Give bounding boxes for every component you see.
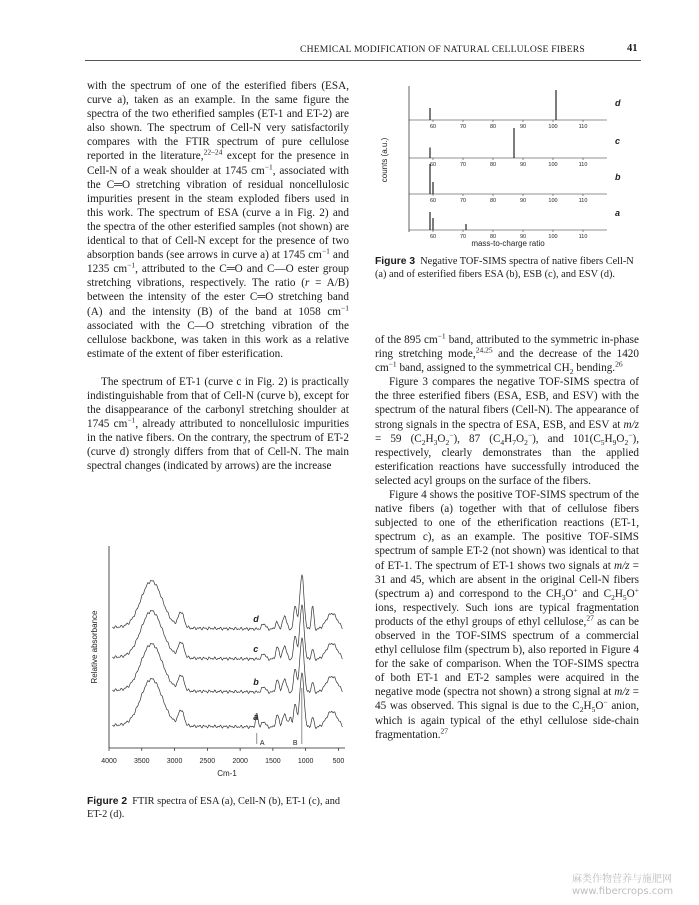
spectrum-curve-b [112,638,342,694]
x-tick-label: 2000 [232,758,248,765]
figure-2-axes [90,546,345,778]
x-tick-label: 3500 [133,758,150,765]
running-header-title: CHEMICAL MODIFICATION OF NATURAL CELLULOSE FIBERS [300,44,585,55]
x-tick-label: 1500 [265,758,281,765]
x-tick-label: 70 [459,198,467,204]
right-paragraph-3: Figure 4 shows the positive TOF-SIMS spectrum of the native fibers (a) together with that of cellulose fibers subjected to one of the etherification reactions (ET-1, spectrum c), as an example. The positive TOF-SIMS spectrum of sample ET-2 (not shown) was identical to that of ET-1. The spectrum of ET-1 shows two signals at m/z = 31 and 45, which are absent in the original Cell-N fibers (spectrum a) and correspond to the $CH_3O^+$ and $C_2H_5O^+$ ions, respectively. Such ions are typical fragmentation products of the ethyl groups of ethyl cellulose,$^{27}$ as can be observed in the TOF-SIMS spectrum of a commercial ethyl cellulose film (spectrum b), also reported in Figure 4 for the sake of comparison. When the TOF-SIMS spectra of both ET-1 and ET-2 samples were acquired in the negative mode (spectra not shown) a strong signal at m/z = 45 was observed. This signal is due to the $C_2H_5O^-$ anion, which is again typical of the ethyl cellulose side-chain fragmentation.$^{27}$ [375,489,639,741]
x-tick-label: 60 [429,198,437,204]
curve-label-d: d [253,614,259,624]
x-tick-label: 110 [578,234,588,240]
figure-3-caption-label: Figure 3 [375,256,416,267]
curve-label-a: a [253,712,259,722]
figure-3-axes [380,86,621,248]
x-tick-label: 70 [459,124,467,130]
watermark-line-1: 麻类作物营养与施肥网 [572,874,672,885]
figure-2-caption [87,795,349,821]
x-tick-label: 60 [429,162,437,168]
left-paragraph-1: with the spectrum of one of the esterified fibers (ESA, curve a), taken as an example. In the same figure the spectra of the two etherified samples (ET-1 and ET-2) are also shown. The spectrum of Cell-N very satisfactorily compares with the FTIR spectrum of pure cellulose reported in the literature,$^{22-24}$ except for the presence in Cell-N of a weak shoulder at 1745 $cm^{-1}$, associated with the C═O stretching vibration of residual noncellulosic impurities present in the steam exploded fibers used in this work. The spectrum of ESA (curve a in Fig. 2) and the spectra of the other esterified samples (not shown) are identical to that of Cell-N except for the presence of two absorption bands (see arrows in curve a) at 1745 $cm^{-1}$ and 1235 $cm^{-1}$, attributed to the C═O and C—O ester group stretching vibrations, respectively. The ratio (r = A/B) between the intensity of the ester C═O stretching band (A) and the intensity (B) of the band at 1058 $cm^{-1}$ associated with the C—O stretching vibration of the cellulose backbone, was taken in this work as a relative estimate of the extent of fiber esterification. [87,80,350,360]
x-tick-label: 500 [332,758,345,765]
figure-2-chart [87,538,349,788]
x-tick-label: 90 [519,198,527,204]
x-tick-label: 100 [548,198,558,204]
x-tick-label: 80 [489,198,497,204]
x-tick-label: 90 [519,234,527,240]
band-label-B: B [292,740,298,747]
figure-3-chart [375,80,641,250]
figure-3-caption [375,255,639,281]
spectrum-label-a: a [615,208,621,218]
right-paragraph-1: of the 895 $cm^{-1}$ band, attributed to the symmetric in-phase ring stretching mode,$^{24,25}$ and the decrease of the 1420 $cm^{-1}$ band, assigned to the symmetrical $CH_2$ bending.$^{26}$ [375,331,639,377]
x-tick-label: 80 [489,162,497,168]
x-axis-label: Cm-1 [217,769,237,778]
x-tick-label: 90 [519,124,527,130]
x-tick-label: 60 [429,124,437,130]
x-tick-label: 100 [548,234,558,240]
x-tick-label: 3000 [166,758,183,765]
band-label-A: A [259,740,265,747]
curve-label-c: c [253,644,259,654]
header-rule [85,60,641,61]
figure-2-curves [112,575,342,729]
x-tick-label: 110 [578,124,588,130]
y-axis-label: Relative absorbance [90,610,99,684]
x-tick-label: 90 [519,162,527,168]
figure-2-caption-text: FTIR spectra of ESA (a), Cell-N (b), ET-1 (c), and ET-2 (d). [87,796,341,820]
x-tick-label: 80 [489,234,497,240]
spectrum-label-d: d [615,98,621,108]
curve-label-b: b [253,677,259,687]
right-paragraph-2: Figure 3 compares the negative TOF-SIMS spectra of the three esterified fibers (ESA, ESB, and ESV) with the spectrum of the natural fibers (Cell-N). The appearance of strong signals in the spectra of ESA, ESB, and ESV at m/z = 59 $(C_2H_3O_2^-)$, 87 $(C_4H_7O_2^-)$, and $101(C_5H_9O_2^-)$, respectively, clearly demonstrates than the applied esterification reactions have successfully introduced the selected acyl groups on the surface of the fibers. [375,376,639,487]
x-tick-label: 110 [578,198,588,204]
x-axis-label: mass-to-charge ratio [471,239,545,248]
x-tick-label: 70 [459,234,467,240]
spectrum-label-c: c [615,136,621,146]
right-column [375,333,639,742]
x-tick-label: 70 [459,162,467,168]
x-tick-label: 2500 [199,758,216,765]
spectrum-label-b: b [615,172,621,182]
x-tick-label: 110 [578,162,588,168]
figure-2-caption-label: Figure 2 [87,796,128,807]
x-tick-label: 60 [429,234,437,240]
page-number: 41 [627,43,638,54]
spectrum-curve-d [112,575,342,631]
x-tick-label: 100 [548,124,558,130]
spectrum-curve-a [112,673,342,729]
x-tick-label: 1000 [297,758,314,765]
figure-3-caption-text: Negative TOF-SIMS spectra of native fibers Cell-N (a) and of esterified fibers ESA (b), ESB (c), and ESV (d). [375,256,634,280]
x-tick-label: 100 [548,162,558,168]
x-tick-label: 4000 [101,758,117,765]
y-axis-label: counts (a.u.) [380,137,389,183]
left-paragraph-2: The spectrum of ET-1 (curve c in Fig. 2) is practically indistinguishable from that of Cell-N (curve b), except for the disappearance of the carbonyl stretching shoulder at 1745 $cm^{-1}$, already attributed to noncellulosic impurities in the native fibers. On the contrary, the spectrum of ET-2 (curve d) strongly differs from that of Cell-N. The main spectral changes (indicated by arrows) are the increase [87,375,349,473]
watermark [572,874,673,898]
spectrum-curve-c [112,605,342,661]
left-column [87,79,349,474]
x-tick-label: 80 [489,124,497,130]
watermark-line-2: www.fibercrops.com [572,886,674,897]
